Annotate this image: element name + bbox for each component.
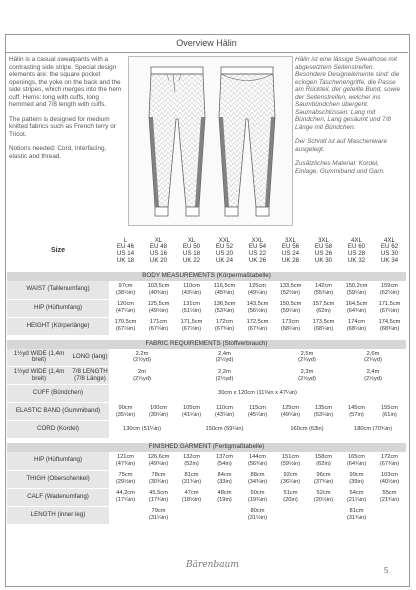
section-title: FABRIC REQUIREMENTS (Stoffverbrauch) <box>7 340 406 349</box>
garment-value: 165cm (64¾in) <box>340 452 373 470</box>
description-paragraph: Notions needed: Cord, Interfacing, elastic and thread. <box>9 145 107 160</box>
garment-row <box>7 452 406 470</box>
garment-row <box>7 506 406 524</box>
fabric-value: 2,3m (2½yd) <box>274 367 340 385</box>
garment-value: 75cm (29½in) <box>109 470 142 488</box>
pants-drawing-icon <box>129 57 292 225</box>
size-column-header: XL EU 50 US 18 UK 22 <box>182 236 201 264</box>
measurement-value: 170,5cm (67½in) <box>109 317 142 335</box>
garment-value: 81cm (31¾in) <box>175 470 208 488</box>
garment-value: 52cm (20½in) <box>307 488 340 506</box>
section-title: FINISHED GARMENT (Fertigmaßtabelle) <box>7 443 406 452</box>
measurement-label: WAIST (Taillenumfang) <box>7 281 109 299</box>
fabric-row <box>7 367 406 385</box>
measurement-value: 143,5cm (56½in) <box>241 299 274 317</box>
garment-row <box>7 470 406 488</box>
garment-value: 103cm (40½in) <box>373 470 406 488</box>
garment-value: 55cm (21¾in) <box>373 488 406 506</box>
garment-value: 79cm (31¼in) <box>109 506 208 524</box>
cord-label: CORD (Kordel) <box>7 421 109 439</box>
description-english <box>9 56 125 167</box>
garment-value: 47cm (18½in) <box>175 488 208 506</box>
size-column-header: 4XL EU 60 US 28 UK 32 <box>347 236 366 264</box>
garment-value: 144cm (56¾in) <box>241 452 274 470</box>
section-title: BODY MEASUREMENTS (Körpermaßtabelle) <box>7 272 406 281</box>
body-measurement-row <box>7 317 406 335</box>
pants-back-view <box>219 67 275 216</box>
cord-value: 130cm (51¼in) <box>109 421 175 439</box>
size-column-header: XXL EU 52 US 20 UK 24 <box>215 236 234 264</box>
garment-value: 137cm (54in) <box>208 452 241 470</box>
size-header-row <box>7 234 406 268</box>
measurement-value: 173cm (68¼in) <box>274 317 307 335</box>
measurement-value: 174cm (68½in) <box>340 317 373 335</box>
body-measurements-header <box>7 272 406 281</box>
measurement-table <box>7 234 406 525</box>
fabric-length-label: LONG (lang) <box>71 349 109 367</box>
elastic-value: 115cm (45¼in) <box>241 403 274 421</box>
garment-value: 121cm (47¾in) <box>109 452 142 470</box>
garment-value: 80cm (31½in) <box>208 506 307 524</box>
garment-value: 50cm (19¾in) <box>241 488 274 506</box>
measurement-value: 157,5cm (62in) <box>307 299 340 317</box>
fabric-width-label: 1½yd WIDE (1,4m breit) <box>7 349 71 367</box>
garment-value: 45,5cm (17¾in) <box>142 488 175 506</box>
description-german <box>295 56 403 182</box>
fabric-value: 2,6m (2¾yd) <box>340 349 406 367</box>
cord-value: 160cm (63in) <box>274 421 340 439</box>
garment-value: 92cm (36¼in) <box>274 470 307 488</box>
measurement-value: 150,5cm (59¼in) <box>274 299 307 317</box>
garment-value: 78cm (30¾in) <box>142 470 175 488</box>
measurement-value: 120cm (47¼in) <box>109 299 142 317</box>
size-column-header: XL EU 48 US 16 UK 20 <box>149 236 168 264</box>
measurement-value: 174,5cm (68¾in) <box>373 317 406 335</box>
measurement-value: 171,5cm (67½in) <box>373 299 406 317</box>
garment-value: 172cm (67¾in) <box>373 452 406 470</box>
elastic-value: 105cm (41¼in) <box>175 403 208 421</box>
measurement-label: HEIGHT (Körperlänge) <box>7 317 109 335</box>
description-paragraph: The pattern is designed for medium knitted fabrics such as French terry or Tricot. <box>9 115 116 138</box>
fabric-row <box>7 349 406 367</box>
elastic-value: 90cm (35½in) <box>109 403 142 421</box>
elastic-value: 125cm (49¼in) <box>274 403 307 421</box>
measurement-value: 150,2cm (59¼in) <box>340 281 373 299</box>
fabric-value: 2,4m (2½yd) <box>340 367 406 385</box>
body-measurement-row <box>7 299 406 317</box>
garment-label: THIGH (Oberschenkel) <box>7 470 109 488</box>
pants-front-view <box>149 67 205 216</box>
measurement-value: 171cm (67¼in) <box>142 317 175 335</box>
measurement-value: 131cm (51½in) <box>175 299 208 317</box>
garment-label: LENGTH (inner leg) <box>7 506 109 524</box>
cord-row <box>7 421 406 439</box>
fabric-value: 2,5m (2¾yd) <box>274 349 340 367</box>
description-paragraph: Hälin is a casual sweatpants with a contrasting side stripe. Special design elements are: the square pocket openings, the yoke on the back and the side stripes, which merges into the hem cuff. Hems: long with cuffs, long hemmed and 7/8 length with cuffs. <box>9 56 122 108</box>
measurement-value: 116,5cm (45¾in) <box>208 281 241 299</box>
elastic-row <box>7 403 406 421</box>
garment-value: 81cm (31¾in) <box>307 506 406 524</box>
cord-value: 150cm (59¼in) <box>175 421 274 439</box>
measurement-value: 133,5cm (52½in) <box>274 281 307 299</box>
fabric-value: 2,2m (2½yd) <box>109 349 175 367</box>
garment-value: 84cm (33in) <box>208 470 241 488</box>
size-column-header: 4XL EU 62 US 30 UK 34 <box>380 236 399 264</box>
elastic-value: 100cm (39¼in) <box>142 403 175 421</box>
garment-value: 44,2cm (17¼in) <box>109 488 142 506</box>
garment-value: 88cm (34¾in) <box>241 470 274 488</box>
elastic-value: 145cm (57in) <box>340 403 373 421</box>
measurement-value: 136,5cm (53¾in) <box>208 299 241 317</box>
measurement-value: 125,5cm (49½in) <box>142 299 175 317</box>
garment-row <box>7 488 406 506</box>
elastic-value: 155cm (61in) <box>373 403 406 421</box>
measurement-label: HIP (Hüftumfang) <box>7 299 109 317</box>
garment-value: 132cm (52in) <box>175 452 208 470</box>
fabric-value: 2,4m (2½yd) <box>175 349 274 367</box>
garment-value: 158cm (62in) <box>307 452 340 470</box>
measurement-value: 125cm (49¼in) <box>241 281 274 299</box>
pants-illustration <box>128 56 293 226</box>
garment-value: 51cm (20in) <box>274 488 307 506</box>
measurement-value: 172,5cm (67¾in) <box>241 317 274 335</box>
garment-value: 151cm (59½in) <box>274 452 307 470</box>
fabric-value: 2,2m (2½yd) <box>175 367 274 385</box>
measurement-value: 97cm (38½in) <box>109 281 142 299</box>
size-column-header: XXL EU 54 US 22 UK 26 <box>248 236 267 264</box>
measurement-value: 172cm (67¾in) <box>208 317 241 335</box>
elastic-label: ELASTIC BAND (Gummiband) <box>7 403 109 421</box>
size-column-header: 3XL EU 56 US 24 UK 28 <box>281 236 300 264</box>
fabric-length-label: 7/8 LENGTH (7/8 Länge) <box>71 367 109 385</box>
measurement-value: 171,5cm (67½in) <box>175 317 208 335</box>
measurement-value: 103,5cm (40¾in) <box>142 281 175 299</box>
description-paragraph: Zusätzliches Material: Kordel, Einlage, Gummiband und Garn. <box>295 160 385 175</box>
garment-value: 99cm (39in) <box>340 470 373 488</box>
brand-logo: Bärenbaum <box>186 560 239 570</box>
measurement-value: 173,5cm (68¼in) <box>307 317 340 335</box>
garment-value: 96cm (37¾in) <box>307 470 340 488</box>
garment-value: 48cm (19in) <box>208 488 241 506</box>
finished-garment-header <box>7 443 406 452</box>
description-paragraph: Der Schnitt ist auf Maschenware ausgelegt. <box>295 138 387 153</box>
elastic-value: 135cm (53¼in) <box>307 403 340 421</box>
measurement-value: 142cm (55¾in) <box>307 281 340 299</box>
garment-label: HIP (Hüftumfang) <box>7 452 109 470</box>
cuff-row <box>7 385 406 403</box>
fabric-value: 2m (2¼yd) <box>109 367 175 385</box>
page-title: Overview Hälin <box>5 34 408 53</box>
cuff-value: 30cm x 120cm (11¾in x 47¼in) <box>109 385 406 403</box>
measurement-value: 164,5cm (64¾in) <box>340 299 373 317</box>
size-column-header: L EU 46 US 14 UK 18 <box>116 236 135 264</box>
size-column-header: 3XL EU 58 US 26 UK 30 <box>314 236 333 264</box>
fabric-width-label: 1½yd WIDE (1,4m breit) <box>7 367 71 385</box>
size-label: Size <box>50 246 65 254</box>
measurement-value: 159cm (62½in) <box>373 281 406 299</box>
fabric-requirements-header <box>7 340 406 349</box>
body-measurement-row <box>7 281 406 299</box>
garment-value: 126,6cm (49¾in) <box>142 452 175 470</box>
garment-value: 54cm (21¼in) <box>340 488 373 506</box>
cord-value: 180cm (70¾in) <box>340 421 406 439</box>
measurement-value: 110cm (43¼in) <box>175 281 208 299</box>
garment-label: CALF (Wadenumfang) <box>7 488 109 506</box>
description-paragraph: Hälin ist eine lässige Sweathose mit abgesetztem Seitenstreifen. Besondere Designelemente sind: die eckigen Taschenengriffe, die Passe am Rückteil, der geteilte Bund, sowie der Seitenstreifen, welcher ins Saumbündchen übergeht. Saumabschlüssen: Lang mit Bündchen, Lang gesäumt und 7/8 Länge mit Bündchen. <box>295 56 401 131</box>
cuff-label: CUFF (Bündchen) <box>7 385 109 403</box>
elastic-value: 110cm (43¼in) <box>208 403 241 421</box>
page-number: 5 <box>384 566 389 575</box>
